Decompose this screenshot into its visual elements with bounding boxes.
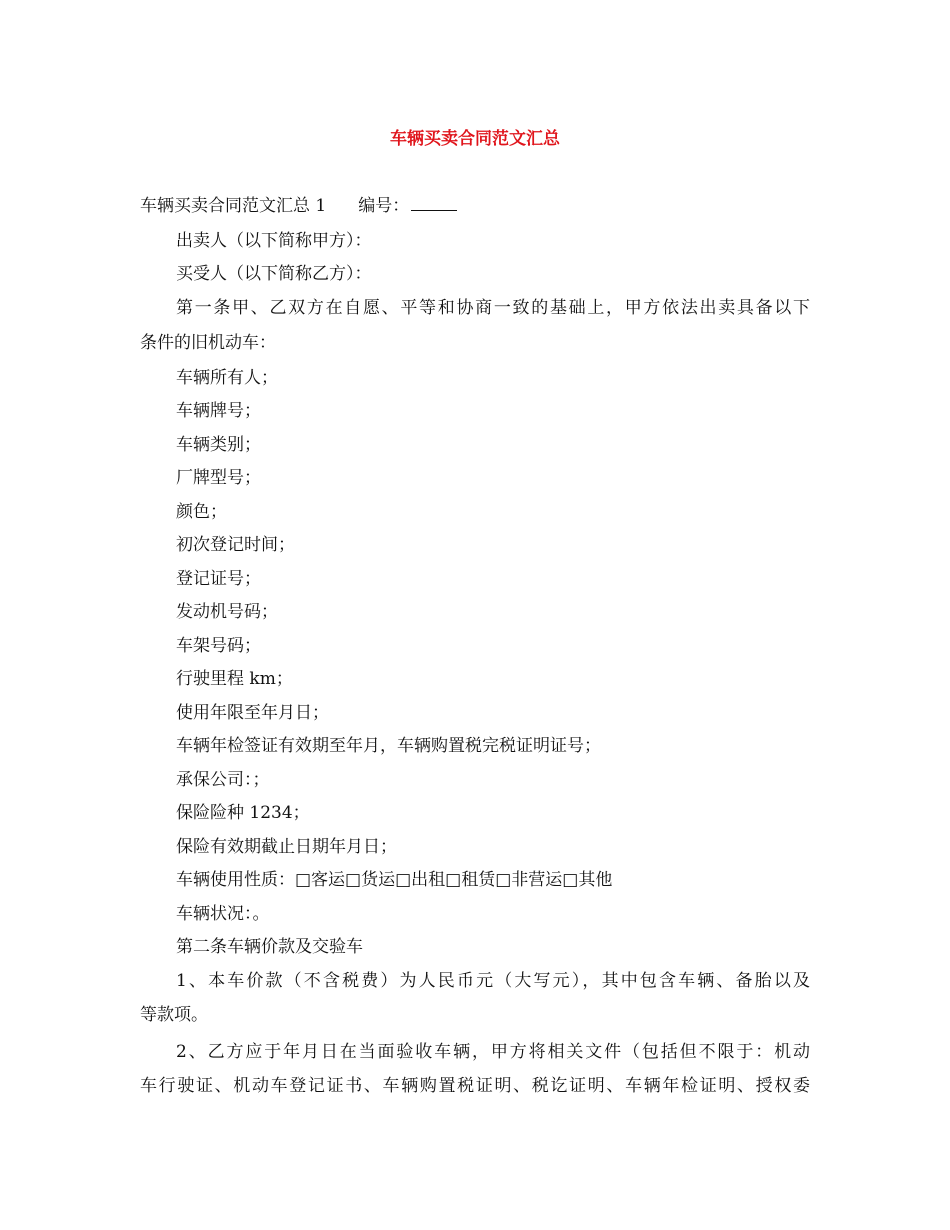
line-3: 条件的旧机动车： [140, 333, 276, 353]
line-7: 厂牌型号； [176, 468, 261, 488]
line-15: 车辆年检签证有效期至年月，车辆购置税完税证明证号； [176, 736, 601, 756]
line-23: 等款项。 [140, 1005, 208, 1025]
line-14: 使用年限至年月日； [176, 703, 329, 723]
number-blank [411, 196, 457, 211]
document-title: 车辆买卖合同范文汇总 [390, 129, 560, 149]
line-18: 保险有效期截止日期年月日； [176, 837, 397, 857]
subtitle-row [140, 196, 457, 216]
line-13: 行驶里程 km； [176, 669, 293, 689]
line-21: 第二条车辆价款及交验车 [176, 937, 363, 957]
line-9: 初次登记时间； [176, 535, 295, 555]
line-16: 承保公司：； [176, 770, 270, 790]
line-25: 车行驶证、机动车登记证书、车辆购置税证明、税讫证明、车辆年检证明、授权委 [140, 1076, 810, 1096]
line-2: 第一条甲、乙双方在自愿、平等和协商一致的基础上，甲方依法出卖具备以下 [176, 298, 810, 318]
line-24: 2、乙方应于年月日在当面验收车辆，甲方将相关文件（包括但不限于：机动 [176, 1042, 810, 1062]
line-10: 登记证号； [176, 569, 261, 589]
number-label: 编号： [358, 196, 410, 216]
line-22: 1、本车价款（不含税费）为人民币元（大写元），其中包含车辆、备胎以及 [176, 971, 810, 991]
line-0: 出卖人（以下简称甲方）： [176, 231, 372, 251]
line-12: 车架号码； [176, 636, 261, 656]
line-8: 颜色； [176, 502, 227, 522]
line-1: 买受人（以下简称乙方）： [176, 264, 372, 284]
line-19: 车辆使用性质：□客运□货运□出租□租赁□非营运□其他 [176, 870, 613, 890]
line-4: 车辆所有人； [176, 368, 278, 388]
line-6: 车辆类别； [176, 435, 261, 455]
line-5: 车辆牌号； [176, 401, 261, 421]
line-17: 保险险种 1234； [176, 803, 310, 823]
line-20: 车辆状况：。 [176, 904, 270, 924]
subtitle: 车辆买卖合同范文汇总 1 [140, 196, 327, 216]
line-11: 发动机号码； [176, 602, 278, 622]
